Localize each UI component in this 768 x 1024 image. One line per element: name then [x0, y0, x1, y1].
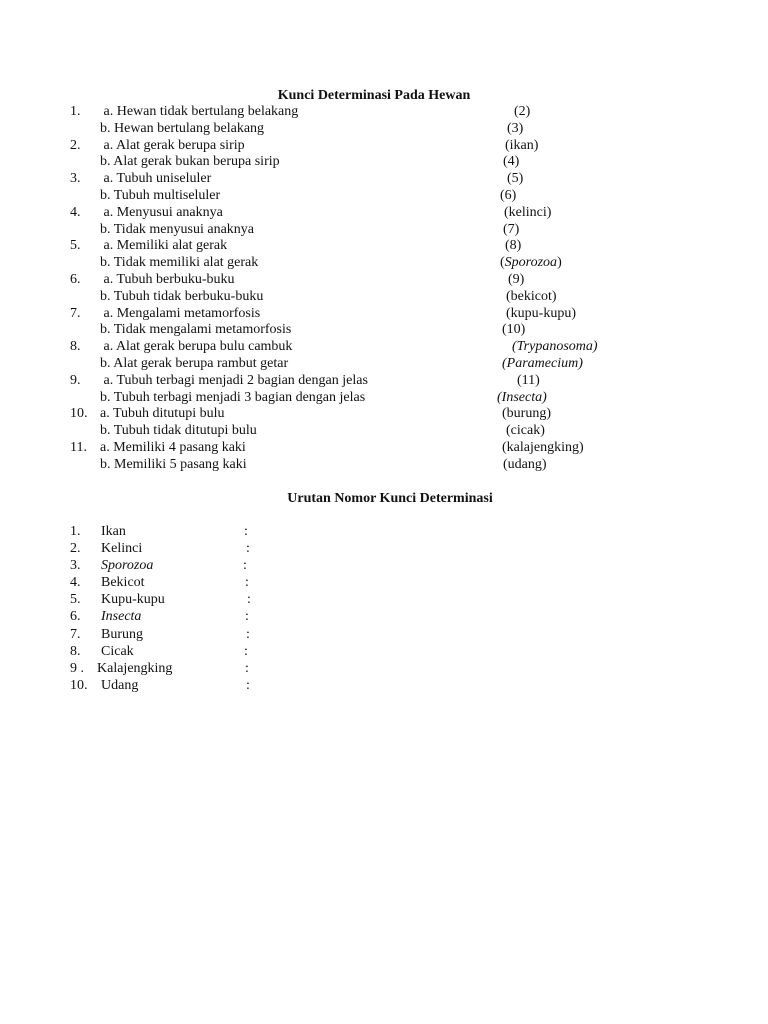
order-animal-name: Ikan — [101, 524, 126, 539]
key-row — [0, 289, 768, 306]
key-statement: b. Tubuh tidak berbuku-buku — [100, 288, 264, 304]
order-row — [0, 558, 768, 575]
key-result: (burung) — [502, 406, 551, 422]
key-result: (11) — [517, 372, 540, 388]
key-row — [0, 154, 768, 171]
order-row — [0, 575, 768, 592]
key-statement: a. Tubuh terbagi menjadi 2 bagian dengan jelas — [100, 372, 368, 388]
key-statement: b. Tubuh multiseluler — [100, 187, 221, 203]
order-title: Urutan Nomor Kunci Determinasi — [287, 491, 493, 506]
order-row — [0, 541, 768, 558]
key-number: 1. — [70, 104, 81, 119]
key-statement: a. Hewan tidak bertulang belakang — [100, 104, 299, 119]
key-row — [0, 306, 768, 323]
order-animal-name: Kalajengking — [97, 660, 173, 676]
key-result: (Insecta) — [497, 389, 547, 405]
order-animal-name: Cicak — [101, 643, 134, 659]
key-row — [0, 121, 768, 138]
key-number: 9. — [70, 372, 81, 388]
order-number: 2. — [70, 541, 81, 557]
key-result: (Paramecium) — [502, 355, 583, 371]
key-title: Kunci Determinasi Pada Hewan — [277, 88, 471, 103]
order-row — [0, 592, 768, 609]
order-colon: : — [246, 541, 250, 557]
order-colon: : — [246, 677, 250, 693]
order-row — [0, 678, 768, 695]
order-animal-name: Bekicot — [101, 575, 145, 591]
key-row — [0, 356, 768, 373]
order-colon: : — [244, 643, 248, 659]
key-statement: a. Tubuh berbuku-buku — [100, 271, 235, 287]
order-animal-name: Insecta — [101, 609, 142, 625]
key-statement: b. Tidak menyusui anaknya — [100, 221, 254, 237]
order-colon: : — [246, 626, 250, 642]
order-animal-name: Kelinci — [101, 541, 143, 557]
key-row — [0, 171, 768, 188]
key-row — [0, 440, 768, 457]
key-statement: b. Alat gerak berupa rambut getar — [100, 355, 289, 371]
key-result: (kupu-kupu) — [506, 305, 576, 321]
order-colon: : — [247, 592, 251, 608]
order-number: 5. — [70, 592, 81, 608]
key-row — [0, 138, 768, 155]
order-colon: : — [243, 558, 247, 574]
order-number: 7. — [70, 626, 81, 642]
key-row — [0, 272, 768, 289]
key-result: (8) — [505, 238, 522, 254]
order-animal-name: Burung — [101, 626, 143, 642]
key-number: 8. — [70, 339, 81, 355]
order-animal-name: Udang — [101, 677, 139, 693]
key-row — [0, 322, 768, 339]
order-animal-name: Kupu-kupu — [101, 592, 165, 608]
key-statement: a. Memiliki alat gerak — [100, 238, 228, 254]
order-colon: : — [245, 660, 249, 676]
key-result: (5) — [507, 171, 524, 187]
determination-key-list — [0, 104, 768, 474]
italic-taxon: Sporozoa — [504, 255, 558, 271]
order-number: 10. — [70, 677, 88, 693]
order-colon: : — [245, 609, 249, 625]
order-animal-name: Sporozoa — [101, 558, 154, 574]
key-row — [0, 255, 768, 272]
order-colon: : — [244, 524, 248, 539]
key-statement: b. Tubuh terbagi menjadi 3 bagian dengan jelas — [100, 389, 366, 405]
key-result: (kelinci) — [504, 204, 552, 220]
key-row — [0, 390, 768, 407]
key-result: (Sporozoa) — [500, 255, 562, 271]
key-statement: b. Tidak mengalami metamorfosis — [100, 322, 292, 338]
order-row — [0, 627, 768, 644]
order-list — [0, 524, 768, 695]
key-result: (bekicot) — [506, 288, 557, 304]
order-row — [0, 609, 768, 626]
key-result: (Trypanosoma) — [512, 339, 598, 355]
key-statement: a. Tubuh ditutupi bulu — [100, 406, 225, 422]
key-row — [0, 188, 768, 205]
key-statement: b. Hewan bertulang belakang — [100, 120, 265, 136]
key-statement: a. Memiliki 4 pasang kaki — [100, 439, 246, 455]
key-row — [0, 104, 768, 121]
key-result: (ikan) — [505, 137, 539, 153]
order-row — [0, 661, 768, 678]
key-result: (10) — [502, 322, 526, 338]
order-number: 1. — [70, 524, 81, 539]
key-result: (3) — [507, 120, 524, 136]
key-row — [0, 406, 768, 423]
key-row — [0, 423, 768, 440]
order-row — [0, 524, 768, 541]
key-result: (4) — [503, 154, 520, 170]
key-row — [0, 339, 768, 356]
key-result: (udang) — [503, 456, 547, 472]
order-number: 8. — [70, 643, 81, 659]
key-result: (7) — [503, 221, 520, 237]
key-row — [0, 205, 768, 222]
key-result: (kalajengking) — [502, 439, 584, 455]
key-statement: b. Tubuh tidak ditutupi bulu — [100, 423, 257, 439]
key-result: (6) — [500, 187, 517, 203]
key-result: (2) — [514, 104, 531, 119]
key-number: 3. — [70, 171, 81, 187]
order-number: 6. — [70, 609, 81, 625]
key-statement: a. Mengalami metamorfosis — [100, 305, 261, 321]
key-statement: b. Memiliki 5 pasang kaki — [100, 456, 247, 472]
key-statement: b. Alat gerak bukan berupa sirip — [100, 154, 280, 170]
key-number: 4. — [70, 204, 81, 220]
order-number: 9 . — [70, 660, 84, 676]
key-statement: a. Tubuh uniseluler — [100, 171, 212, 187]
key-number: 5. — [70, 238, 81, 254]
order-colon: : — [245, 575, 249, 591]
key-number: 2. — [70, 137, 81, 153]
key-row — [0, 222, 768, 239]
key-row — [0, 457, 768, 474]
key-number: 10. — [70, 406, 88, 422]
key-number: 11. — [70, 439, 87, 455]
key-result: (cicak) — [506, 423, 545, 439]
order-number: 3. — [70, 558, 81, 574]
key-number: 6. — [70, 271, 81, 287]
key-statement: b. Tidak memiliki alat gerak — [100, 255, 259, 271]
order-number: 4. — [70, 575, 81, 591]
key-statement: a. Menyusui anaknya — [100, 204, 223, 220]
key-row — [0, 238, 768, 255]
key-row — [0, 373, 768, 390]
key-statement: a. Alat gerak berupa sirip — [100, 137, 245, 153]
key-number: 7. — [70, 305, 81, 321]
key-statement: a. Alat gerak berupa bulu cambuk — [100, 339, 293, 355]
key-result: (9) — [508, 271, 525, 287]
order-row — [0, 644, 768, 661]
